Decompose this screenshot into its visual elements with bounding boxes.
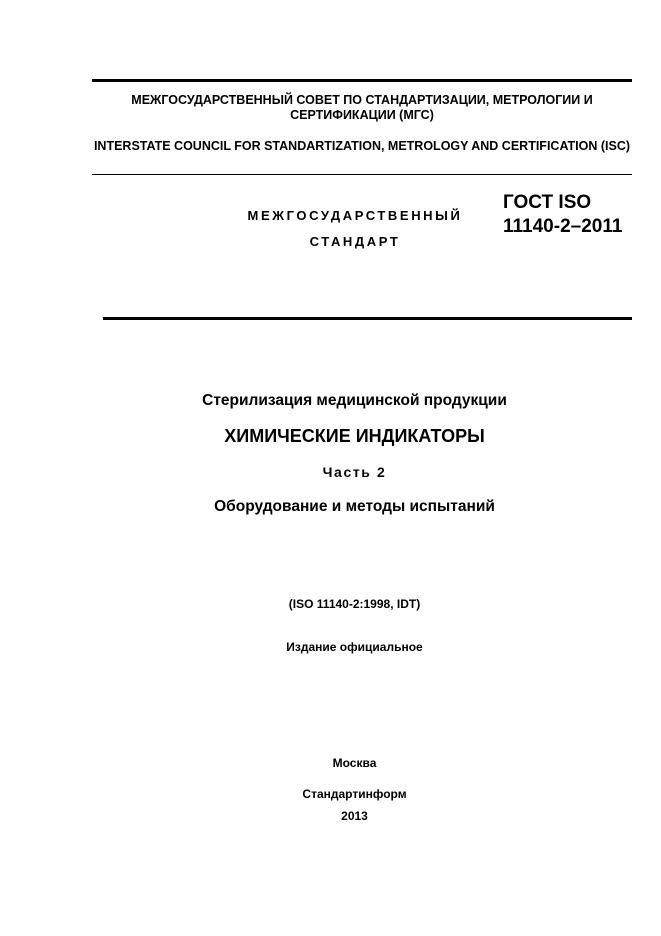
document-title: Стерилизация медицинской продукции: [202, 392, 507, 409]
imprint-publisher: Стандартинформ: [302, 787, 407, 801]
council-name-en: INTERSTATE COUNCIL FOR STANDARTIZATION, METROLOGY AND CERTIFICATION (ISC): [93, 139, 631, 153]
part-number: Часть 2: [322, 464, 387, 480]
iso-reference: (ISO 11140-2:1998, IDT): [288, 597, 421, 611]
edition-note: Издание официальное: [286, 640, 423, 654]
title-block-rule: [103, 317, 632, 320]
top-rule: [92, 79, 632, 82]
header-divider: [92, 174, 632, 175]
standard-number: ГОСТ ISO 11140-2–2011: [503, 192, 623, 237]
standard-kind-line2: СТАНДАРТ: [309, 234, 401, 249]
imprint-year: 2013: [341, 809, 368, 823]
council-name-ru: МЕЖГОСУДАРСТВЕННЫЙ СОВЕТ ПО СТАНДАРТИЗАЦИИ, МЕТРОЛОГИИ И СЕРТИФИКАЦИИ (МГС): [131, 93, 593, 122]
document-subtitle: ХИМИЧЕСКИЕ ИНДИКАТОРЫ: [224, 426, 485, 446]
part-title: Оборудование и методы испытаний: [214, 498, 495, 515]
imprint-city: Москва: [332, 756, 377, 770]
standard-kind-line1: МЕЖГОСУДАРСТВЕННЫЙ: [247, 208, 463, 223]
